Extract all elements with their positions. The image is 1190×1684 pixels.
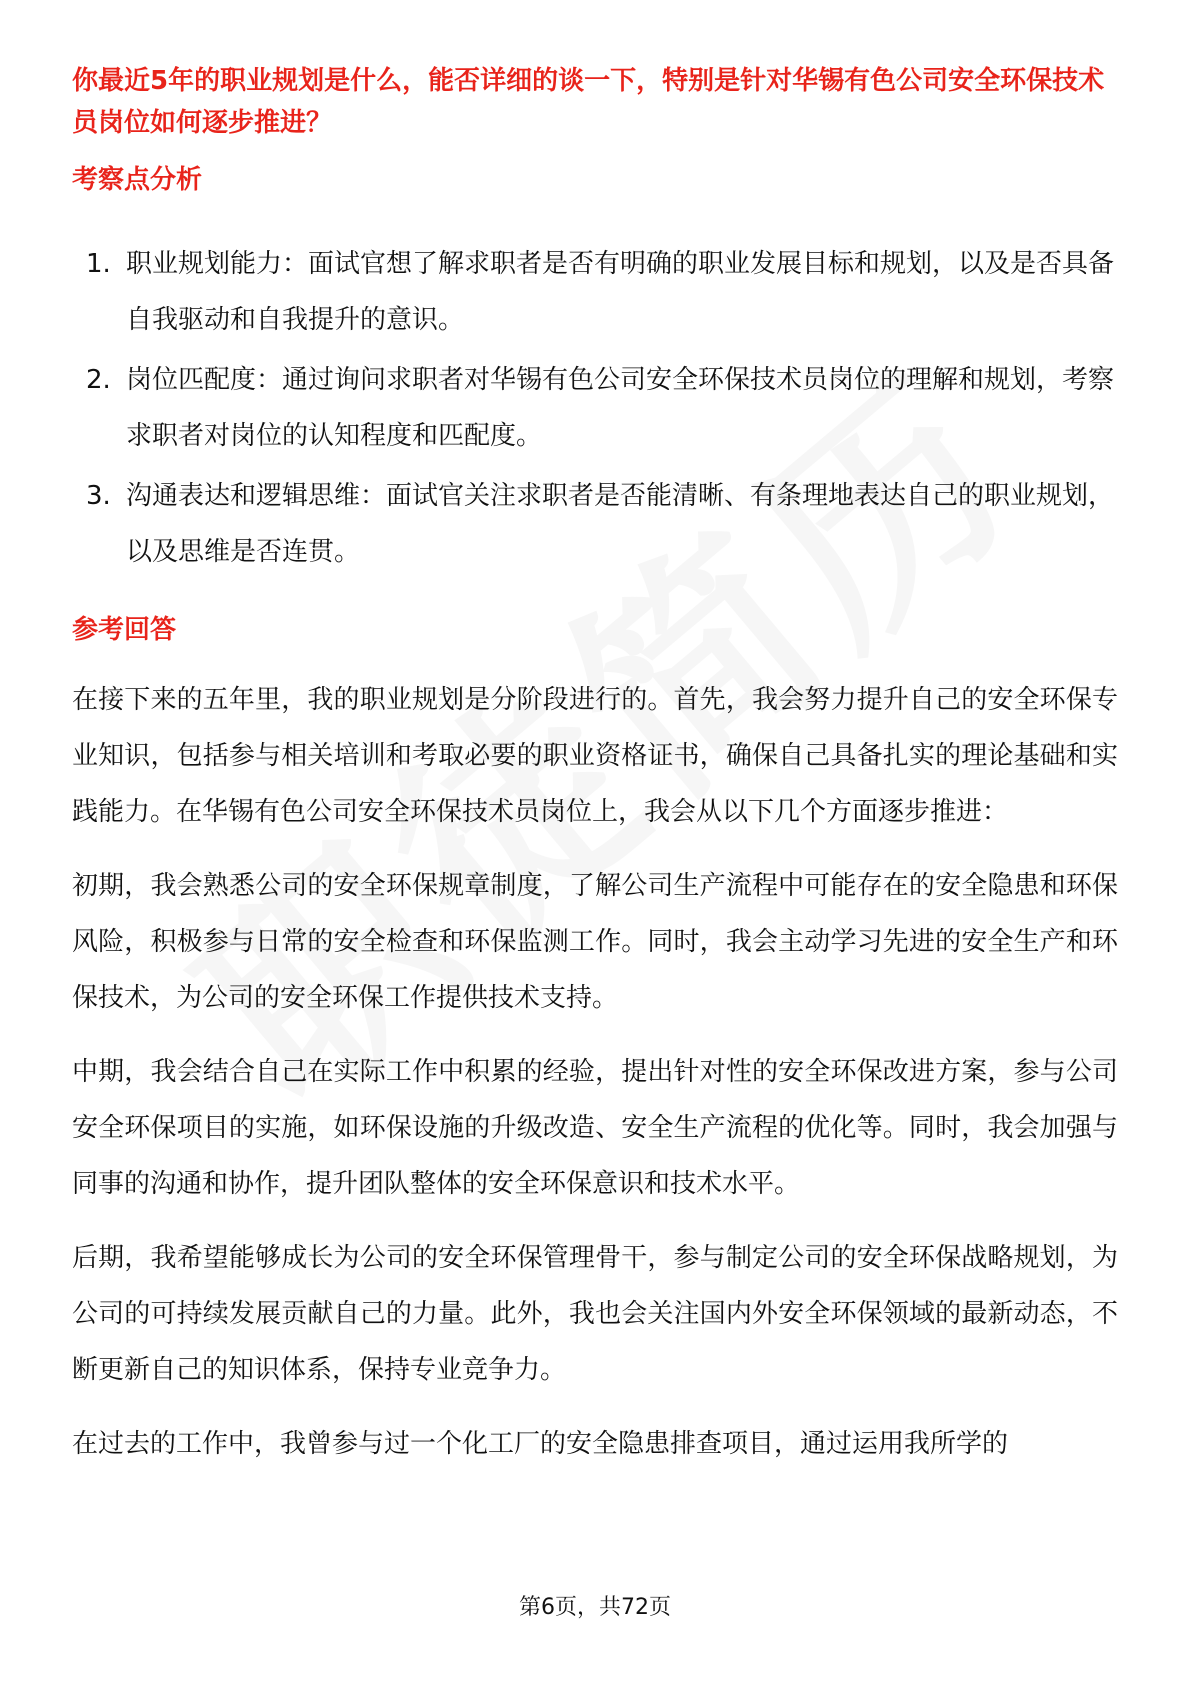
analysis-item	[72, 468, 1118, 580]
answer-section-title: 参考回答	[72, 615, 177, 645]
analysis-item-number: 2.	[86, 365, 111, 395]
analysis-item-text: 岗位匹配度：通过询问求职者对华锡有色公司安全环保技术员岗位的理解和规划，考察求职者对岗位的认知程度和匹配度。	[126, 365, 1115, 451]
analysis-list	[72, 236, 1118, 580]
analysis-item	[72, 236, 1118, 348]
analysis-item-number: 1.	[86, 249, 111, 279]
answer-paragraph: 中期，我会结合自己在实际工作中积累的经验，提出针对性的安全环保改进方案，参与公司安全环保项目的实施，如环保设施的升级改造、安全生产流程的优化等。同时，我会加强与同事的沟通和协作，提升团队整体的安全环保意识和技术水平。	[72, 1057, 1118, 1199]
question-heading: 你最近5年的职业规划是什么，能否详细的谈一下，特别是针对华锡有色公司安全环保技术员岗位如何逐步推进？	[72, 66, 1105, 138]
analysis-item-text: 职业规划能力：面试官想了解求职者是否有明确的职业发展目标和规划，以及是否具备自我驱动和自我提升的意识。	[126, 249, 1115, 335]
analysis-item	[72, 352, 1118, 464]
analysis-item-text: 沟通表达和逻辑思维：面试官关注求职者是否能清晰、有条理地表达自己的职业规划，以及思维是否连贯。	[126, 481, 1115, 567]
answer-paragraph: 在过去的工作中，我曾参与过一个化工厂的安全隐患排查项目，通过运用我所学的	[72, 1429, 1009, 1459]
answer-paragraph: 初期，我会熟悉公司的安全环保规章制度，了解公司生产流程中可能存在的安全隐患和环保风险，积极参与日常的安全检查和环保监测工作。同时，我会主动学习先进的安全生产和环保技术，为公司的安全环保工作提供技术支持。	[72, 871, 1118, 1013]
page-number-footer: 第6页，共72页	[519, 1595, 671, 1620]
analysis-item-number: 3.	[86, 481, 111, 511]
answer-paragraph: 在接下来的五年里，我的职业规划是分阶段进行的。首先，我会努力提升自己的安全环保专业知识，包括参与相关培训和考取必要的职业资格证书，确保自己具备扎实的理论基础和实践能力。在华锡有色公司安全环保技术员岗位上，我会从以下几个方面逐步推进：	[72, 685, 1118, 827]
document-body	[72, 60, 1118, 1472]
answer-paragraph: 后期，我希望能够成长为公司的安全环保管理骨干，参与制定公司的安全环保战略规划，为公司的可持续发展贡献自己的力量。此外，我也会关注国内外安全环保领域的最新动态，不断更新自己的知识体系，保持专业竞争力。	[72, 1243, 1118, 1385]
analysis-section-title: 考察点分析	[72, 165, 203, 195]
